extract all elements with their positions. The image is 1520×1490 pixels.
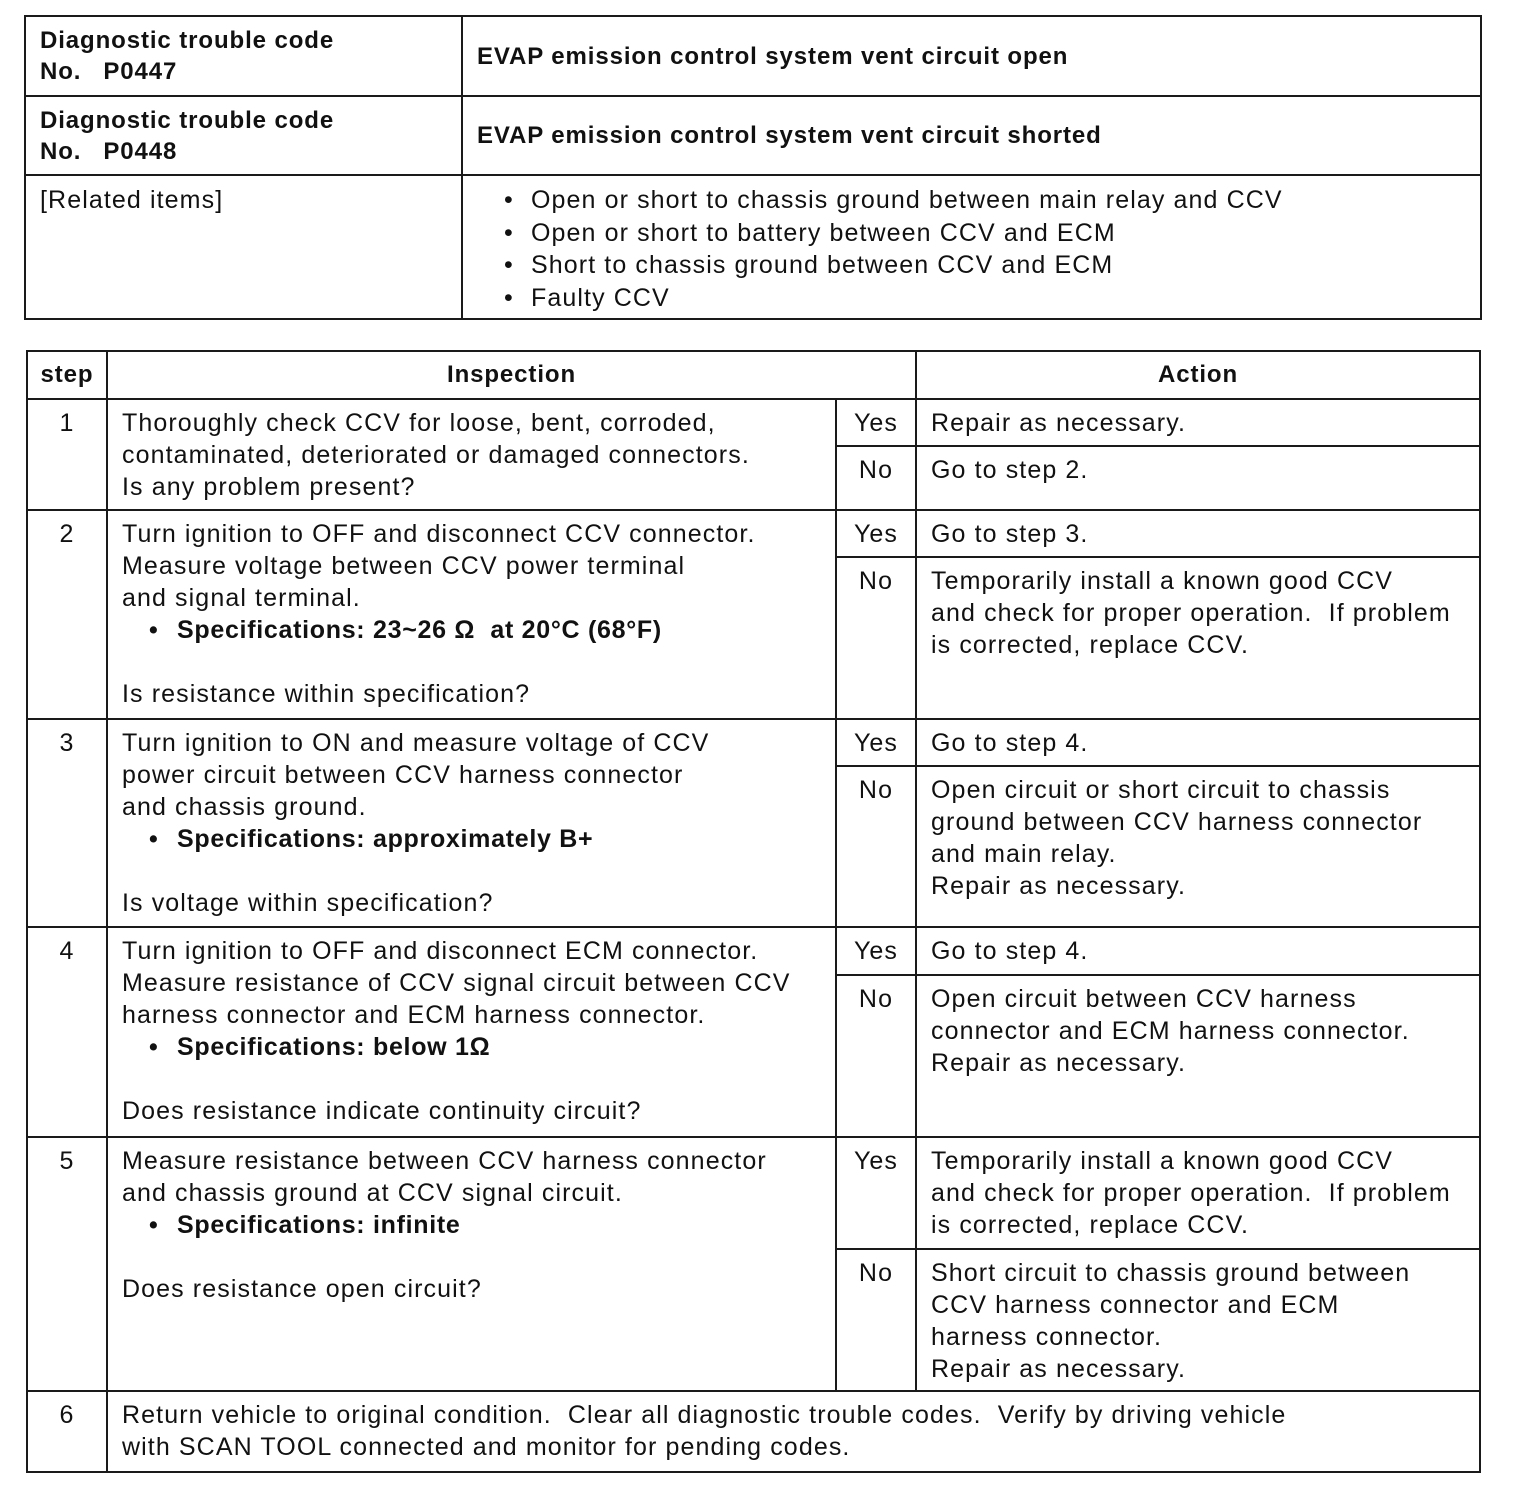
bullet-icon — [149, 1209, 158, 1241]
spec-label: Specifications: — [177, 1211, 366, 1239]
no-label: No — [836, 766, 916, 927]
dtc-label-cell — [25, 16, 462, 96]
inspection-cell — [107, 399, 836, 510]
spec-label: Specifications: — [177, 825, 366, 853]
no-label: No — [836, 557, 916, 719]
no-action: Short circuit to chassis ground between CCV harness connector and ECM harness connector. Repair as necessary. — [916, 1249, 1480, 1391]
dtc-description: EVAP emission control system vent circuit shorted — [462, 96, 1481, 175]
spec-value: approximately B+ — [372, 825, 594, 853]
inspection-text: Turn ignition to OFF and disconnect ECM connector. Measure resistance of CCV signal circuit between CCV harness connector and ECM harness connector. — [122, 937, 791, 1029]
related-items-cell — [462, 175, 1481, 319]
step-number: 6 — [27, 1391, 107, 1472]
related-item — [531, 282, 1466, 315]
yes-action: Go to step 3. — [916, 510, 1480, 557]
dtc-label-title: Diagnostic trouble code — [40, 106, 335, 134]
bullet-icon — [504, 249, 514, 282]
inspection-text: Turn ignition to ON and measure voltage of CCV power circuit between CCV harness connector and chassis ground. — [122, 729, 710, 821]
spec-value: infinite — [372, 1211, 461, 1239]
inspection-cell — [107, 1137, 836, 1391]
spec-label: Specifications: — [177, 1033, 366, 1061]
dtc-code-line — [40, 136, 447, 167]
no-label: No — [836, 975, 916, 1137]
spec-value: below 1Ω — [372, 1033, 491, 1061]
related-item-text: Short to chassis ground between CCV and ECM — [531, 251, 1114, 279]
no-label: No — [836, 446, 916, 510]
yes-label: Yes — [836, 399, 916, 446]
step-number: 2 — [27, 510, 107, 719]
inspection-text: Turn ignition to OFF and disconnect CCV connector. Measure voltage between CCV power terminal and signal terminal. — [122, 520, 756, 612]
yes-label: Yes — [836, 719, 916, 766]
step-row-yes — [27, 510, 1480, 557]
related-item-text: Open or short to battery between CCV and ECM — [531, 218, 1116, 247]
yes-label: Yes — [836, 1137, 916, 1249]
dtc-code: P0447 — [103, 58, 178, 85]
step-row-final — [27, 1391, 1480, 1472]
dtc-code-line — [40, 56, 447, 87]
diagnostic-steps-table — [26, 350, 1481, 1473]
spec-label: Specifications: — [177, 616, 366, 644]
related-items-label: [Related items] — [25, 175, 462, 319]
step-number: 4 — [27, 927, 107, 1137]
related-items-row — [25, 175, 1481, 319]
step-number: 1 — [27, 399, 107, 510]
no-action: Go to step 2. — [916, 446, 1480, 510]
no-action: Open circuit or short circuit to chassis ground between CCV harness connector and main relay. Repair as necessary. — [916, 766, 1480, 927]
specification — [122, 1031, 835, 1063]
step-row-yes — [27, 719, 1480, 766]
inspection-question: Is any problem present? — [122, 473, 416, 501]
inspection-text: Thoroughly check CCV for loose, bent, corroded, contaminated, deteriorated or damaged connectors. — [122, 409, 750, 469]
bullet-icon — [504, 282, 514, 315]
yes-label: Yes — [836, 927, 916, 975]
inspection-cell — [107, 719, 836, 927]
header-step: step — [27, 351, 107, 399]
bullet-icon — [149, 1031, 158, 1063]
specification — [122, 1209, 835, 1241]
header-action: Action — [916, 351, 1480, 399]
yes-action: Temporarily install a known good CCV and check for proper operation. If problem is corrected, replace CCV. — [916, 1137, 1480, 1249]
dtc-row — [25, 16, 1481, 96]
related-items-list — [463, 176, 1480, 314]
inspection-question: Is voltage within specification? — [122, 889, 494, 917]
specification — [122, 614, 835, 646]
dtc-label-cell — [25, 96, 462, 175]
inspection-cell — [107, 510, 836, 719]
final-instruction: Return vehicle to original condition. Clear all diagnostic trouble codes. Verify by driving vehicle with SCAN TOOL connected and monitor for pending codes. — [107, 1391, 1480, 1472]
yes-action: Repair as necessary. — [916, 399, 1480, 446]
related-item-text: Faulty CCV — [531, 283, 670, 312]
step-number: 5 — [27, 1137, 107, 1391]
dtc-number-label: No. — [40, 137, 82, 165]
dtc-description: EVAP emission control system vent circuit open — [462, 16, 1481, 96]
no-action: Open circuit between CCV harness connector and ECM harness connector. Repair as necessary. — [916, 975, 1480, 1137]
related-item-text: Open or short to chassis ground between main relay and CCV — [531, 186, 1283, 214]
inspection-question: Does resistance indicate continuity circuit? — [122, 1097, 642, 1125]
dtc-summary-table — [24, 15, 1482, 320]
related-item — [531, 217, 1466, 250]
yes-label: Yes — [836, 510, 916, 557]
dtc-number-label: No. — [40, 58, 82, 85]
no-label: No — [836, 1249, 916, 1391]
related-item — [531, 184, 1466, 217]
header-row — [27, 351, 1480, 399]
bullet-icon — [149, 614, 158, 646]
step-row-yes — [27, 927, 1480, 975]
dtc-label-title: Diagnostic trouble code — [40, 27, 335, 54]
dtc-row — [25, 96, 1481, 175]
specification — [122, 823, 835, 855]
no-action: Temporarily install a known good CCV and check for proper operation. If problem is corrected, replace CCV. — [916, 557, 1480, 719]
yes-action: Go to step 4. — [916, 927, 1480, 975]
spec-value: 23~26 Ω at 20°C (68°F) — [372, 616, 662, 644]
yes-action: Go to step 4. — [916, 719, 1480, 766]
bullet-icon — [149, 823, 158, 855]
inspection-text: Measure resistance between CCV harness connector and chassis ground at CCV signal circuit. — [122, 1147, 767, 1207]
inspection-question: Does resistance open circuit? — [122, 1275, 482, 1303]
inspection-cell — [107, 927, 836, 1137]
bullet-icon — [504, 184, 514, 217]
header-inspection: Inspection — [107, 351, 916, 399]
dtc-code: P0448 — [103, 137, 178, 165]
related-item — [531, 249, 1466, 282]
step-row-yes — [27, 399, 1480, 446]
step-row-yes — [27, 1137, 1480, 1249]
step-number: 3 — [27, 719, 107, 927]
inspection-question: Is resistance within specification? — [122, 680, 531, 708]
bullet-icon — [504, 217, 514, 250]
